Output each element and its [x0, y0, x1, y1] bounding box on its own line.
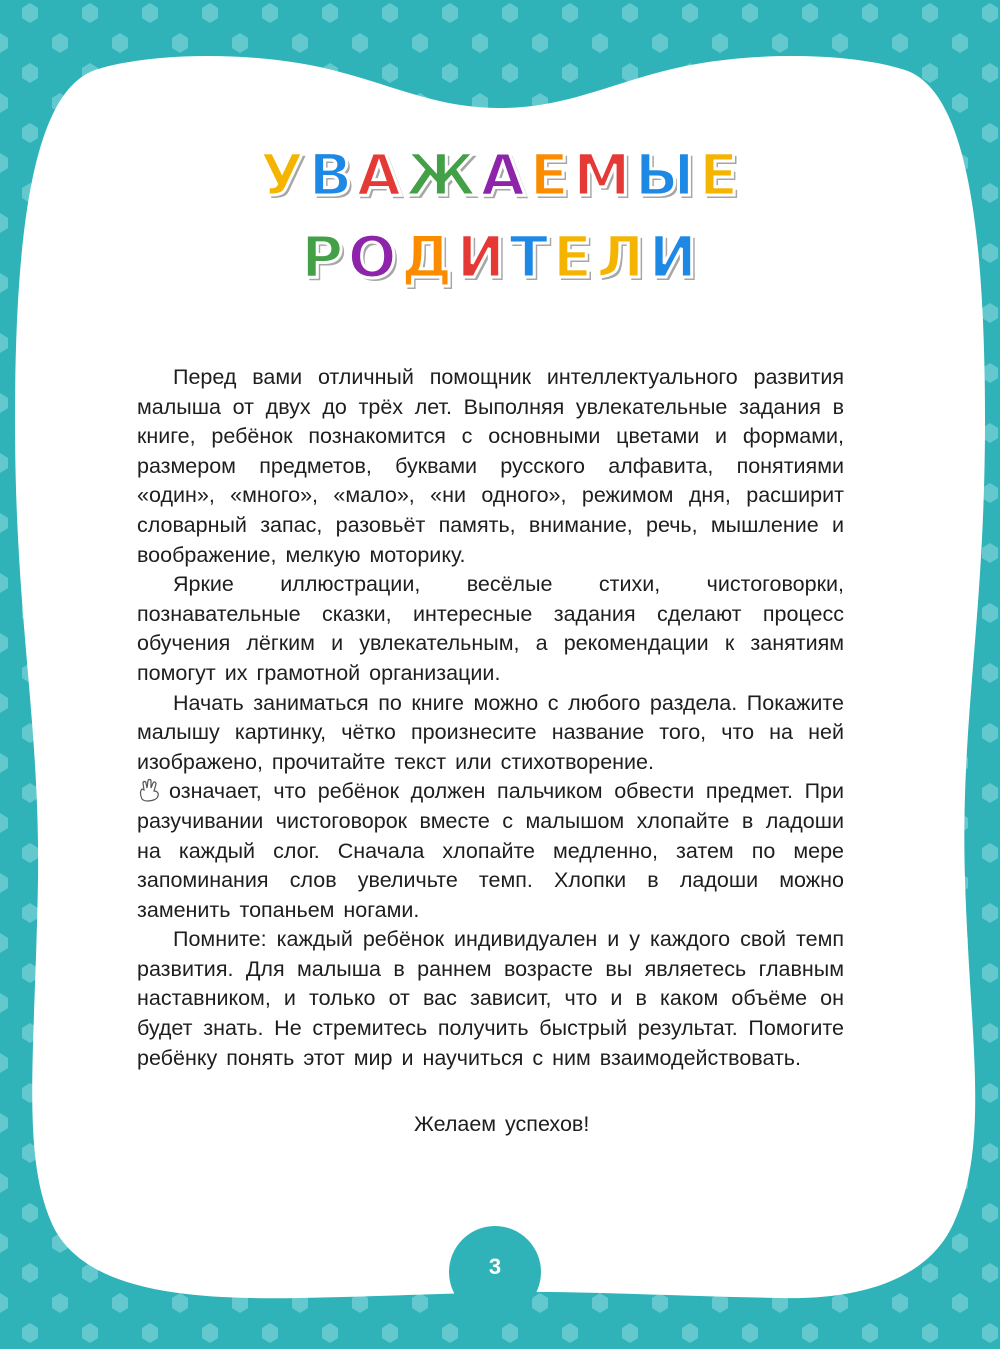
title-line-1-letter: Ы: [634, 141, 697, 209]
parents-letter: [137, 363, 844, 1073]
paragraph-2: Яркие иллюстрации, весёлые стихи, чистоговорки, познавательные сказки, интересные задания сделают процесс обучения лёгким и увлекательным, а рекомендации к занятиям помогут их грамотной организации.: [137, 572, 844, 685]
paragraph-5: Помните: каждый ребёнок индивидуален и у каждого свой темп развития. Для малыша в раннем возрасте вы являетесь главным наставником, и только от вас зависит, что и в каком объёме он будет знать. Не стремитесь получить быстрый результат. Помогите ребёнку понять этот мир и научиться с ним взаимодействовать.: [137, 927, 844, 1070]
title-line-2-letter: И: [456, 223, 508, 291]
title-line-1-letter: А: [480, 141, 528, 209]
title-line-1: [0, 141, 1000, 209]
paragraph-4: [137, 777, 844, 925]
title-line-1-letter: М: [572, 141, 633, 209]
title-line-1-letter: У: [259, 141, 307, 209]
page-number: 3: [488, 1254, 502, 1279]
title-line-1-letter: А: [356, 141, 404, 209]
title-line-2-letter: Л: [596, 223, 647, 291]
title-line-1-letter: Е: [698, 141, 741, 209]
paragraph-1: Перед вами отличный помощник интеллектуального развития малыша от двух до трёх лет. Выполняя увлекательные задания в книге, ребёнок познакомится с основными цветами и формами, размером предметов, буквами русского алфавита, понятиями «один», «много», «мало», «ни одного», режимом дня, расширит словарный запас, разовьёт память, внимание, речь, мышление и воображение, мелкую моторику.: [137, 365, 844, 567]
icon-explanation-text: означает, что ребёнок должен пальчиком обвести предмет. При разучивании чистоговорок вместе с малышом хлопайте в ладоши на каждый слог. Сначала хлопайте медленно, затем по мере запоминания слов увеличьте темп. Хлопки в ладоши можно заменить топаньем ногами.: [137, 779, 844, 922]
title-line-2: [0, 223, 1000, 291]
title-line-2-letter: Д: [400, 223, 455, 291]
title-line-1-letter: В: [308, 141, 355, 209]
title-line-2-letter: О: [347, 223, 399, 291]
page-number-badge: [449, 1226, 541, 1318]
title-line-2-letter: Р: [301, 223, 346, 291]
finger-trace-icon: [137, 777, 163, 803]
title-line-1-letter: Ж: [405, 141, 479, 209]
paragraph-3: Начать заниматься по книге можно с любого раздела. Покажите малышу картинку, чётко произнесите название того, что на ней изображено, прочитайте текст или стихотворение.: [137, 690, 844, 774]
title-line-1-letter: Е: [529, 141, 571, 209]
closing-wish: Желаем успехов!: [414, 1112, 590, 1136]
title-line-2-letter: И: [648, 223, 699, 291]
title-line-2-letter: Е: [552, 223, 595, 291]
title-line-2-letter: Т: [509, 223, 551, 291]
